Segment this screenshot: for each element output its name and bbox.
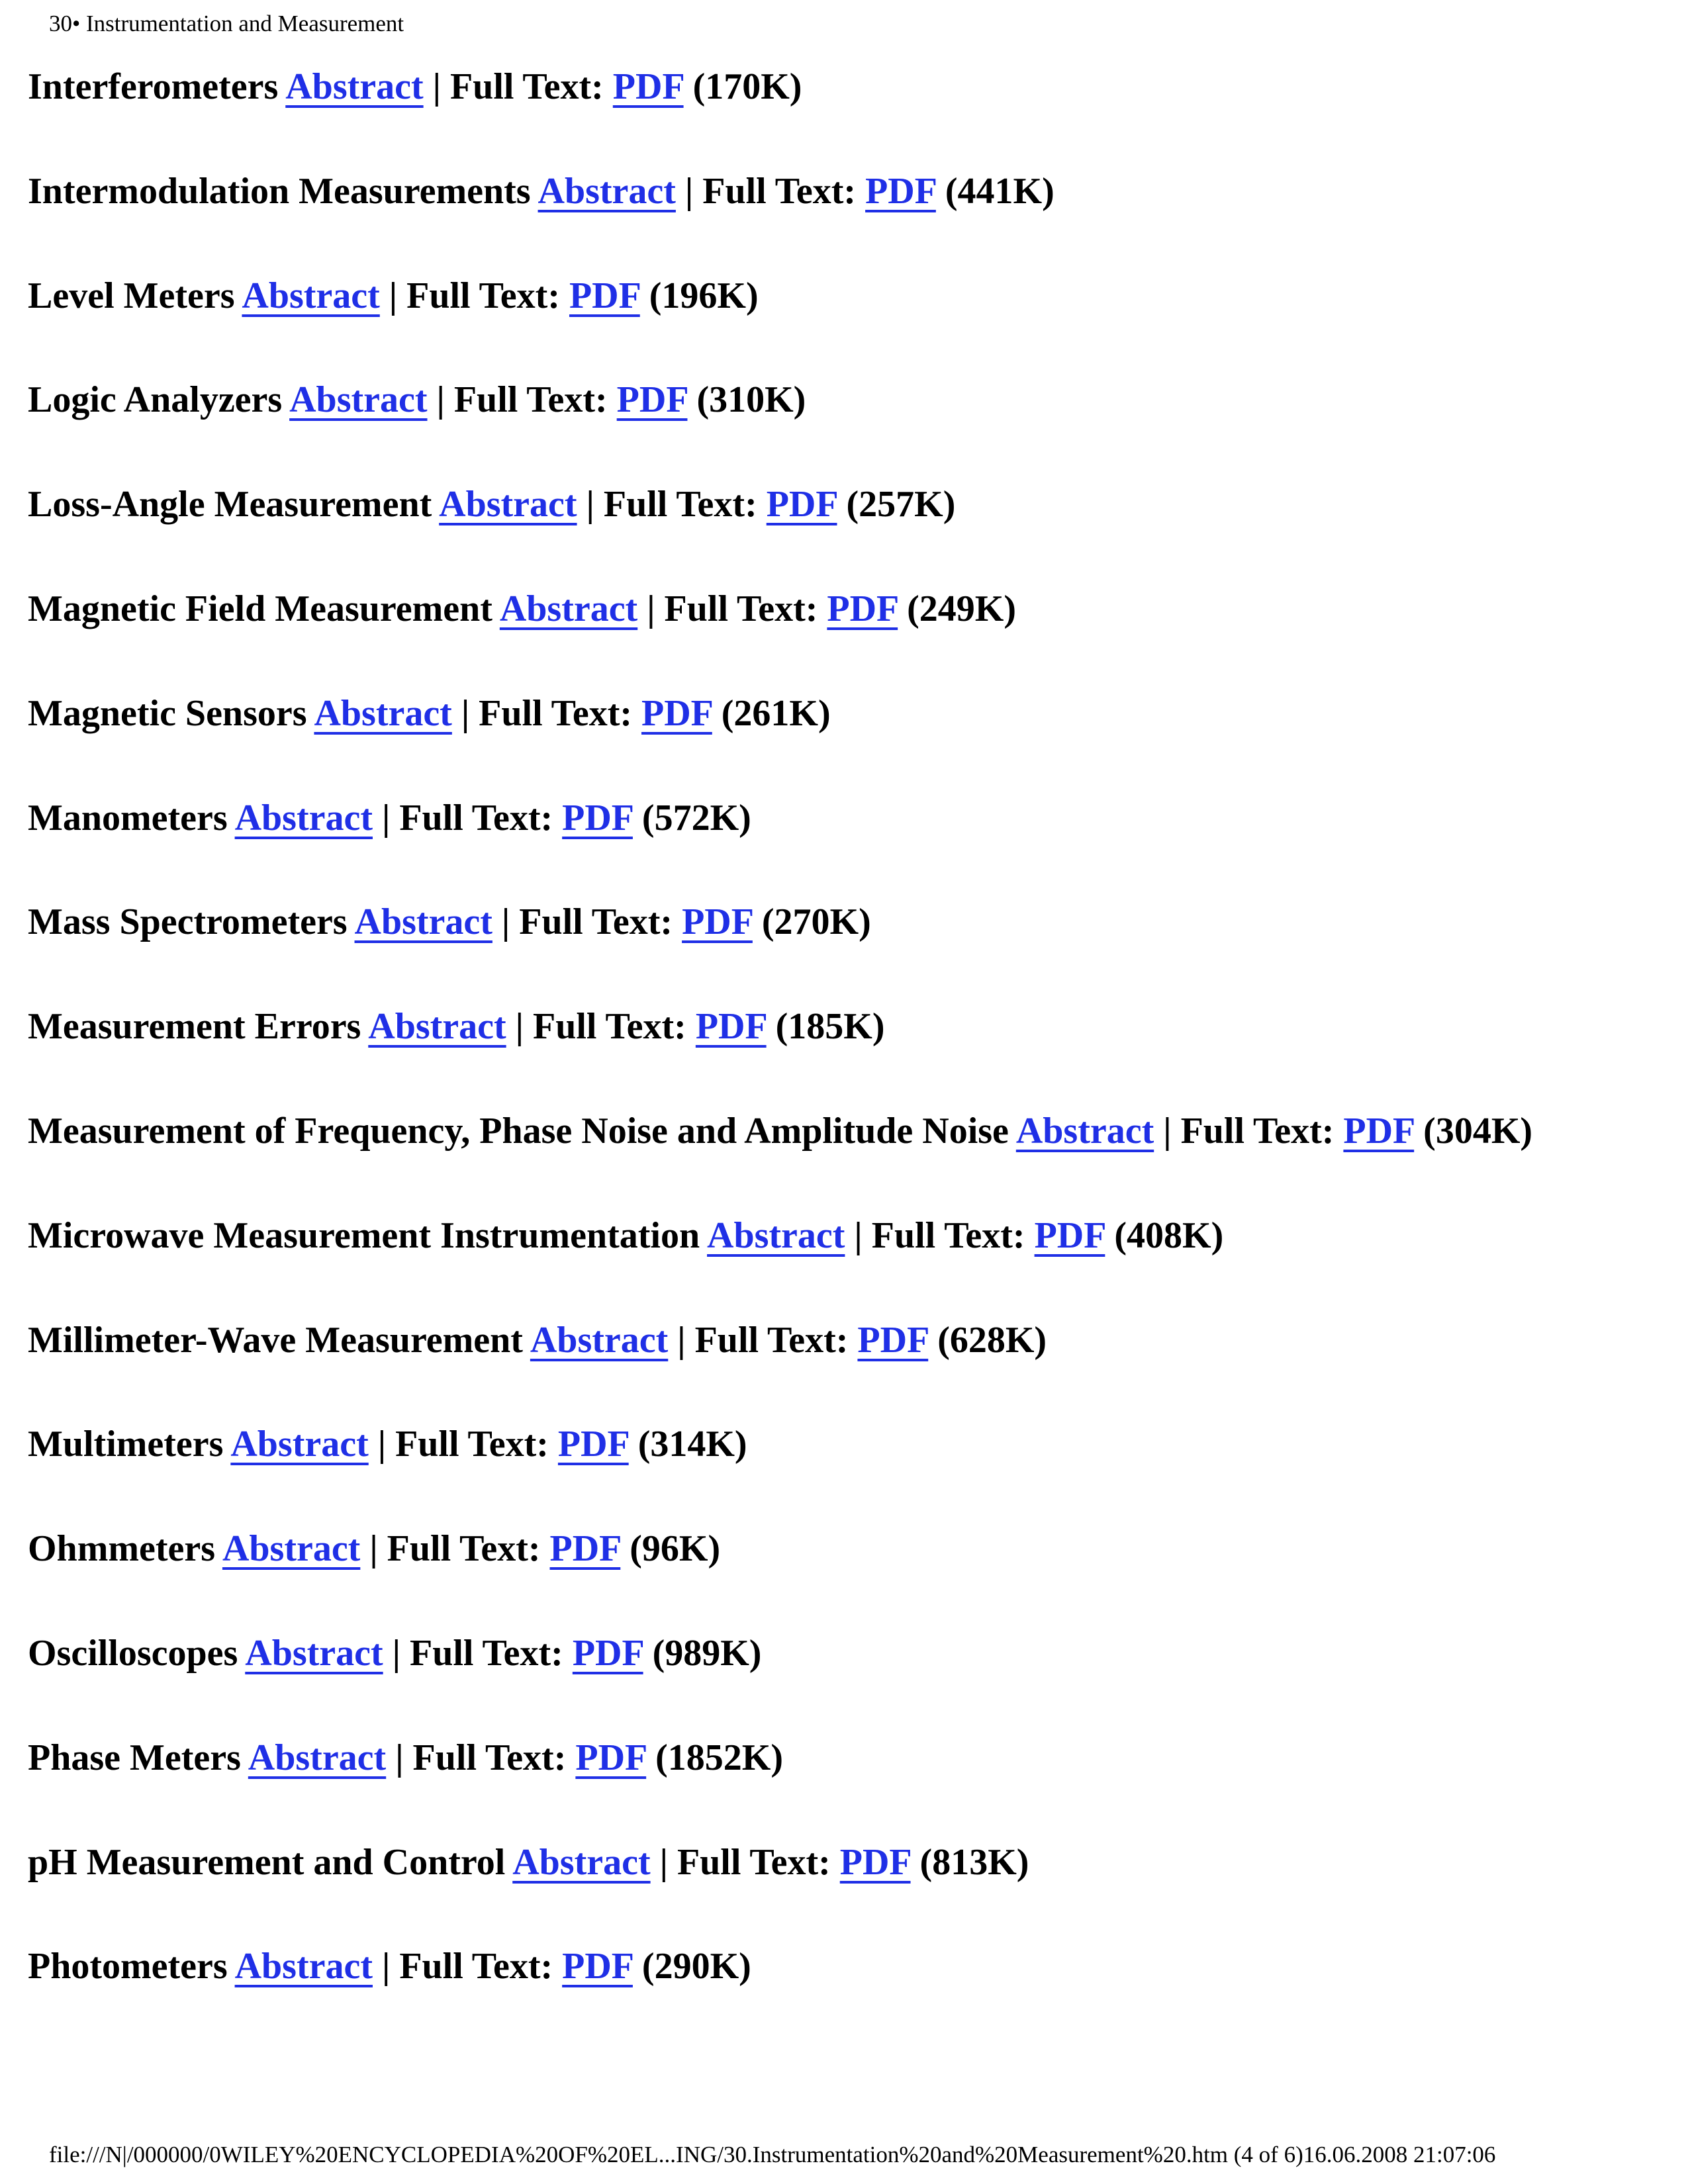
full-text-label: Full Text: — [395, 1424, 558, 1465]
abstract-link[interactable]: Abstract — [314, 692, 452, 734]
pdf-link[interactable]: PDF — [1034, 1214, 1105, 1256]
article-entry — [28, 1005, 1669, 1109]
pdf-link[interactable]: PDF — [682, 901, 753, 943]
separator: | — [372, 1946, 400, 1987]
article-title: Oscilloscopes — [28, 1632, 238, 1674]
article-title: Logic Analyzers — [28, 379, 283, 421]
file-size: (304K) — [1423, 1110, 1533, 1152]
article-entry — [28, 900, 1669, 1005]
article-title: Interferometers — [28, 66, 279, 107]
article-entry — [28, 1841, 1669, 1945]
abstract-link[interactable]: Abstract — [222, 1528, 361, 1570]
file-size: (261K) — [721, 692, 831, 734]
article-title: Magnetic Field Measurement — [28, 588, 492, 629]
file-size: (408K) — [1114, 1214, 1224, 1256]
separator: | — [675, 170, 703, 212]
separator: | — [668, 1319, 695, 1361]
article-title: Millimeter-Wave Measurement — [28, 1319, 523, 1361]
full-text-label: Full Text: — [409, 1632, 573, 1674]
article-title: Mass Spectrometers — [28, 901, 348, 943]
pdf-link[interactable]: PDF — [549, 1528, 621, 1570]
page-footer-url: file:///N|/000000/0WILEY%20ENCYCLOPEDIA%20OF%20EL...ING/30.Instrumentation%20and%20Measurement%20.htm (4 of 6)16.06.2008 21:07:06 — [49, 2142, 1496, 2167]
file-size: (170K) — [692, 66, 802, 107]
file-size: (572K) — [641, 797, 751, 839]
pdf-link[interactable]: PDF — [865, 170, 936, 212]
separator: | — [372, 797, 400, 839]
full-text-label: Full Text: — [533, 1006, 696, 1048]
article-title: Level Meters — [28, 275, 235, 316]
file-size: (96K) — [630, 1528, 721, 1570]
full-text-label: Full Text: — [449, 66, 613, 107]
separator: | — [383, 1632, 410, 1674]
article-title: Intermodulation Measurements — [28, 170, 531, 212]
pdf-link[interactable]: PDF — [572, 1632, 643, 1674]
article-entry — [28, 1944, 1669, 2049]
full-text-label: Full Text: — [664, 588, 827, 629]
article-title: Manometers — [28, 797, 228, 839]
abstract-link[interactable]: Abstract — [499, 588, 638, 629]
file-size: (310K) — [696, 379, 806, 421]
separator: | — [506, 1006, 533, 1048]
separator: | — [577, 484, 604, 525]
separator: | — [427, 379, 454, 421]
article-entry — [28, 1109, 1669, 1214]
article-title: Photometers — [28, 1946, 228, 1987]
pdf-link[interactable]: PDF — [575, 1737, 647, 1778]
separator: | — [451, 692, 479, 734]
file-size: (257K) — [846, 484, 956, 525]
article-entry — [28, 692, 1669, 796]
full-text-label: Full Text: — [694, 1319, 858, 1361]
page-header: 30• Instrumentation and Measurement — [49, 11, 404, 36]
article-entry — [28, 1422, 1669, 1527]
abstract-link[interactable]: Abstract — [368, 1006, 506, 1048]
full-text-label: Full Text: — [677, 1841, 840, 1883]
article-list — [28, 65, 1669, 2049]
pdf-link[interactable]: PDF — [766, 484, 837, 525]
full-text-label: Full Text: — [399, 797, 563, 839]
abstract-link[interactable]: Abstract — [707, 1214, 845, 1256]
file-size: (628K) — [937, 1319, 1047, 1361]
file-size: (441K) — [945, 170, 1055, 212]
article-title: Microwave Measurement Instrumentation — [28, 1214, 700, 1256]
pdf-link[interactable]: PDF — [695, 1006, 767, 1048]
article-title: Magnetic Sensors — [28, 692, 307, 734]
full-text-label: Full Text: — [1180, 1110, 1344, 1152]
pdf-link[interactable]: PDF — [562, 1946, 633, 1987]
file-size: (290K) — [641, 1946, 751, 1987]
pdf-link[interactable]: PDF — [857, 1319, 929, 1361]
separator: | — [368, 1424, 396, 1465]
abstract-link[interactable]: Abstract — [354, 901, 492, 943]
full-text-label: Full Text: — [399, 1946, 563, 1987]
article-title: Measurement Errors — [28, 1006, 361, 1048]
article-entry — [28, 587, 1669, 692]
abstract-link[interactable]: Abstract — [1015, 1110, 1154, 1152]
separator: | — [845, 1214, 872, 1256]
file-size: (1852K) — [655, 1737, 783, 1778]
full-text-label: Full Text: — [406, 275, 569, 316]
file-size: (314K) — [637, 1424, 747, 1465]
abstract-link[interactable]: Abstract — [248, 1737, 387, 1778]
article-entry — [28, 65, 1669, 169]
pdf-link[interactable]: PDF — [557, 1424, 629, 1465]
article-title: Multimeters — [28, 1424, 224, 1465]
pdf-link[interactable]: PDF — [1343, 1110, 1415, 1152]
article-entry — [28, 796, 1669, 901]
pdf-link[interactable]: PDF — [562, 797, 633, 839]
full-text-label: Full Text: — [603, 484, 767, 525]
full-text-label: Full Text: — [479, 692, 641, 734]
pdf-link[interactable]: PDF — [641, 692, 712, 734]
pdf-link[interactable]: PDF — [827, 588, 898, 629]
abstract-link[interactable]: Abstract — [289, 379, 428, 421]
article-entry — [28, 378, 1669, 482]
article-entry — [28, 1318, 1669, 1423]
abstract-link[interactable]: Abstract — [538, 170, 676, 212]
full-text-label: Full Text: — [871, 1214, 1035, 1256]
separator: | — [492, 901, 520, 943]
pdf-link[interactable]: PDF — [839, 1841, 911, 1883]
abstract-link[interactable]: Abstract — [439, 484, 577, 525]
article-entry — [28, 169, 1669, 274]
separator: | — [423, 66, 450, 107]
article-entry — [28, 1631, 1669, 1736]
file-size: (196K) — [649, 275, 759, 316]
full-text-label: Full Text: — [519, 901, 682, 943]
separator: | — [1154, 1110, 1181, 1152]
separator: | — [386, 1737, 413, 1778]
file-size: (249K) — [907, 588, 1017, 629]
file-size: (989K) — [652, 1632, 762, 1674]
article-title: pH Measurement and Control — [28, 1841, 506, 1883]
full-text-label: Full Text: — [387, 1528, 550, 1570]
article-title: Phase Meters — [28, 1737, 241, 1778]
abstract-link[interactable]: Abstract — [234, 1946, 373, 1987]
article-entry — [28, 1527, 1669, 1631]
article-entry — [28, 274, 1669, 379]
article-entry — [28, 1214, 1669, 1318]
article-title: Loss-Angle Measurement — [28, 484, 432, 525]
file-size: (270K) — [761, 901, 871, 943]
separator: | — [379, 275, 407, 316]
abstract-link[interactable]: Abstract — [285, 66, 424, 107]
separator: | — [650, 1841, 677, 1883]
pdf-link[interactable]: PDF — [569, 275, 640, 316]
article-title: Ohmmeters — [28, 1528, 216, 1570]
article-title: Measurement of Frequency, Phase Noise and Amplitude Noise — [28, 1110, 1009, 1152]
full-text-label: Full Text: — [412, 1737, 576, 1778]
abstract-link[interactable]: Abstract — [512, 1841, 651, 1883]
separator: | — [360, 1528, 387, 1570]
full-text-label: Full Text: — [702, 170, 866, 212]
article-entry — [28, 482, 1669, 587]
abstract-link[interactable]: Abstract — [234, 797, 373, 839]
abstract-link[interactable]: Abstract — [530, 1319, 669, 1361]
article-entry — [28, 1736, 1669, 1841]
file-size: (813K) — [919, 1841, 1029, 1883]
pdf-link[interactable]: PDF — [616, 379, 688, 421]
separator: | — [637, 588, 665, 629]
pdf-link[interactable]: PDF — [612, 66, 684, 107]
file-size: (185K) — [775, 1006, 885, 1048]
abstract-link[interactable]: Abstract — [242, 275, 380, 316]
abstract-link[interactable]: Abstract — [230, 1424, 369, 1465]
full-text-label: Full Text: — [453, 379, 617, 421]
abstract-link[interactable]: Abstract — [245, 1632, 383, 1674]
